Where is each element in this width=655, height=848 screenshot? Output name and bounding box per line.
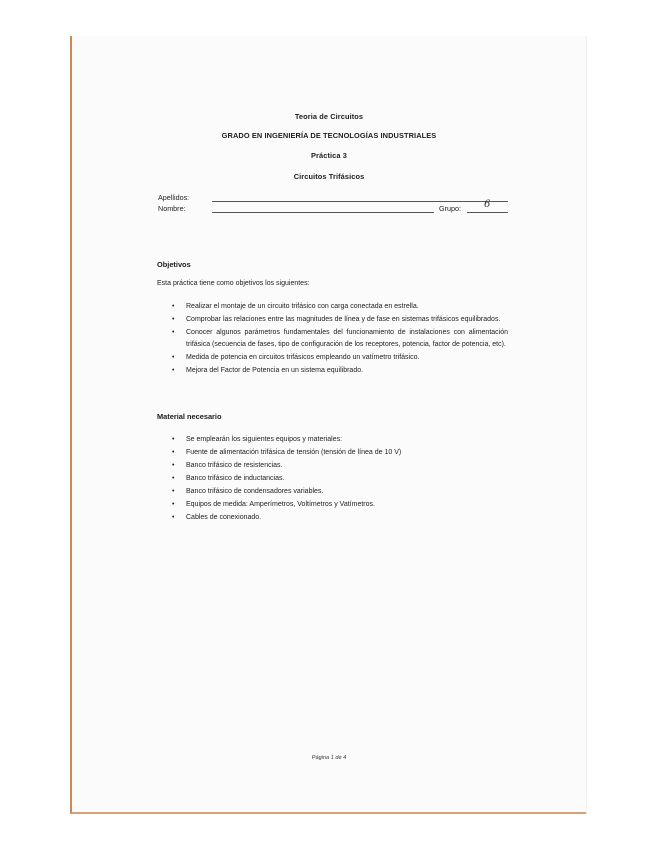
- group-value: 6: [484, 199, 491, 210]
- list-item: • Equipos de medida: Amperímetros, Voltímetros y Vatímetros.: [186, 499, 486, 510]
- name-label: Nombre:: [158, 204, 186, 213]
- surname-label: Apellidos:: [158, 193, 190, 202]
- list-item: • Fuente de alimentación trifásica de tensión (tensión de línea de 10 V): [186, 447, 486, 458]
- degree-title: GRADO EN INGENIERÍA DE TECNOLOGÍAS INDUSTRIALES: [221, 131, 437, 140]
- list-item: • Mejora del Factor de Potencia en un sistema equilibrado.: [186, 365, 508, 376]
- practice-number: Práctica 3: [311, 151, 347, 160]
- course-title: Teoria de Circuitos: [294, 112, 364, 121]
- objectives-intro: Esta práctica tiene como objetivos los siguientes:: [157, 280, 310, 287]
- list-item: • Banco trifásico de condensadores variables.: [186, 486, 486, 497]
- list-item: • Medida de potencia en circuitos trifásicos empleando un vatímetro trifásico.: [186, 352, 508, 363]
- document-page: [70, 36, 586, 814]
- list-item: • Cables de conexionado.: [186, 512, 486, 523]
- name-line: [212, 212, 434, 213]
- list-item: • Conocer algunos parámetros fundamentales del funcionamiento de instalaciones con alimentación trifásica (secuencia de fases, tipo de configuración de los receptores, potencia, factor de potencia, etc).: [186, 327, 508, 349]
- page-number: Página 1 de 4: [311, 755, 347, 761]
- objectives-heading: Objetivos: [157, 260, 191, 269]
- materials-heading: Material necesario: [157, 412, 222, 421]
- list-item: • Banco trifásico de inductancias.: [186, 473, 486, 484]
- list-item: • Se emplearán los siguientes equipos y materiales:: [186, 434, 486, 445]
- materials-list: [186, 434, 486, 525]
- practice-topic: Circuitos Trifásicos: [293, 172, 365, 181]
- group-line: [467, 212, 508, 213]
- list-item: • Realizar el montaje de un circuito trifásico con carga conectada en estrella.: [186, 301, 508, 312]
- list-item: • Comprobar las relaciones entre las magnitudes de línea y de fase en sistemas trifásicos equilibrados.: [186, 314, 508, 325]
- list-item: • Banco trifásico de resistencias.: [186, 460, 486, 471]
- group-label: Grupo:: [439, 204, 461, 213]
- objectives-list: [186, 301, 508, 378]
- surname-line: [212, 201, 508, 202]
